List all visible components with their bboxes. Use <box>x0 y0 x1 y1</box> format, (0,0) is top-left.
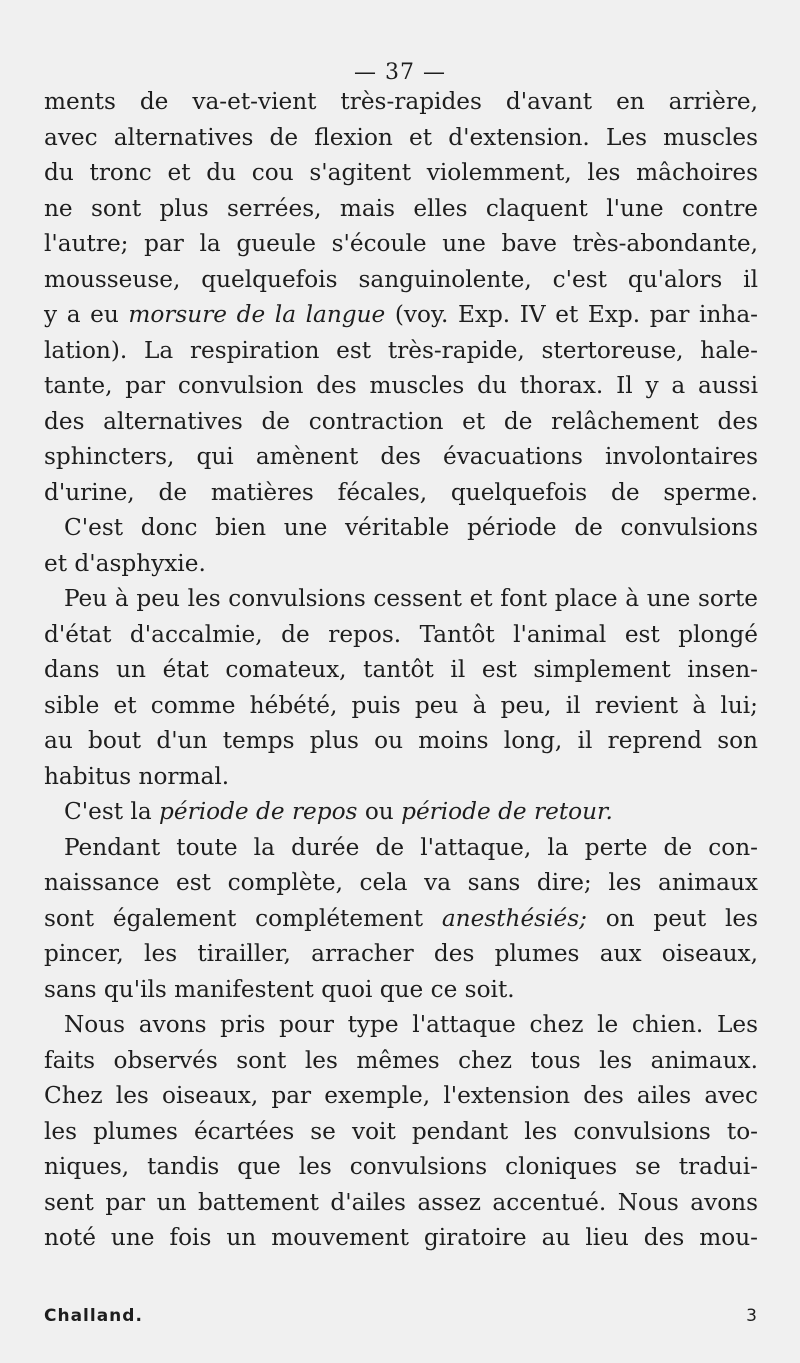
text-line: sent par un battement d'ailes assez accentué. Nous avons <box>44 1188 758 1216</box>
text-line: niques, tandis que les convulsions cloniques se tradui- <box>44 1153 758 1180</box>
text-line: lation). La respiration est très-rapide, stertoreuse, hale- <box>44 336 758 364</box>
text-segment: C'est la <box>64 798 160 825</box>
text-line: sphincters, qui amènent des évacuations involontaires <box>44 443 758 470</box>
text-line: C'est donc bien une véritable période de convulsions <box>64 514 758 541</box>
signature-mark: 3 <box>746 1306 758 1326</box>
text-line: ments de va-et-vient très-rapides d'avant en arrière, <box>44 88 758 115</box>
page-footer <box>44 1306 758 1326</box>
text-segment: (voy. Exp. IV et Exp. par inha- <box>385 301 758 328</box>
text-line: Peu à peu les convulsions cessent et font place à une sorte <box>64 585 758 612</box>
text-line: sible et comme hébété, puis peu à peu, il revient à lui; <box>44 691 758 719</box>
italic-term: morsure de la langue <box>128 301 386 328</box>
text-line: l'autre; par la gueule s'écoule une bave très-abondante, <box>44 230 758 257</box>
text-line: d'urine, de matières fécales, quelquefois de sperme. <box>44 478 758 506</box>
text-line: mousseuse, quelquefois sanguinolente, c'est qu'alors il <box>44 265 758 293</box>
text-line: d'état d'accalmie, de repos. Tantôt l'animal est plongé <box>44 620 758 648</box>
text-line: sans qu'ils manifestent quoi que ce soit. <box>44 975 515 1003</box>
text-line: naissance est complète, cela va sans dire; les animaux <box>44 869 758 896</box>
text-line: tante, par convulsion des muscles du thorax. Il y a aussi <box>44 372 758 399</box>
text-line: au bout d'un temps plus ou moins long, il reprend son <box>44 727 758 754</box>
text-line: pincer, les tirailler, arracher des plumes aux oiseaux, <box>44 940 758 967</box>
body-text <box>44 84 758 1256</box>
text-line <box>44 297 758 333</box>
text-line: Pendant toute la durée de l'attaque, la perte de con- <box>64 833 758 861</box>
text-segment: on peut les <box>586 904 758 932</box>
text-line <box>44 901 758 937</box>
text-line: et d'asphyxie. <box>44 549 206 577</box>
author-signature: Challand. <box>44 1306 143 1326</box>
italic-term: période de repos <box>159 798 358 825</box>
page-number: — 37 — <box>354 60 446 85</box>
text-line <box>44 794 758 830</box>
text-line: avec alternatives de flexion et d'extension. Les muscles <box>44 123 758 151</box>
text-line: des alternatives de contraction et de relâchement des <box>44 407 758 435</box>
text-line: les plumes écartées se voit pendant les convulsions to- <box>44 1117 758 1145</box>
text-line: habitus normal. <box>44 762 230 790</box>
text-line: Nous avons pris pour type l'attaque chez le chien. Les <box>64 1011 758 1038</box>
italic-term: période de retour. <box>401 798 613 825</box>
text-line: noté une fois un mouvement giratoire au lieu des mou- <box>44 1224 758 1251</box>
italic-term: anesthésiés; <box>441 904 587 932</box>
text-line: faits observés sont les mêmes chez tous les animaux. <box>44 1046 758 1074</box>
text-segment: sont également complétement <box>44 904 442 932</box>
text-line: Chez les oiseaux, par exemple, l'extension des ailes avec <box>44 1082 758 1109</box>
text-line: du tronc et du cou s'agitent violemment, les mâchoires <box>44 159 758 186</box>
text-line: dans un état comateux, tantôt il est simplement insen- <box>44 656 758 683</box>
text-segment: y a eu <box>44 301 129 328</box>
text-segment: ou <box>357 798 402 825</box>
text-line: ne sont plus serrées, mais elles claquent l'une contre <box>44 194 758 222</box>
